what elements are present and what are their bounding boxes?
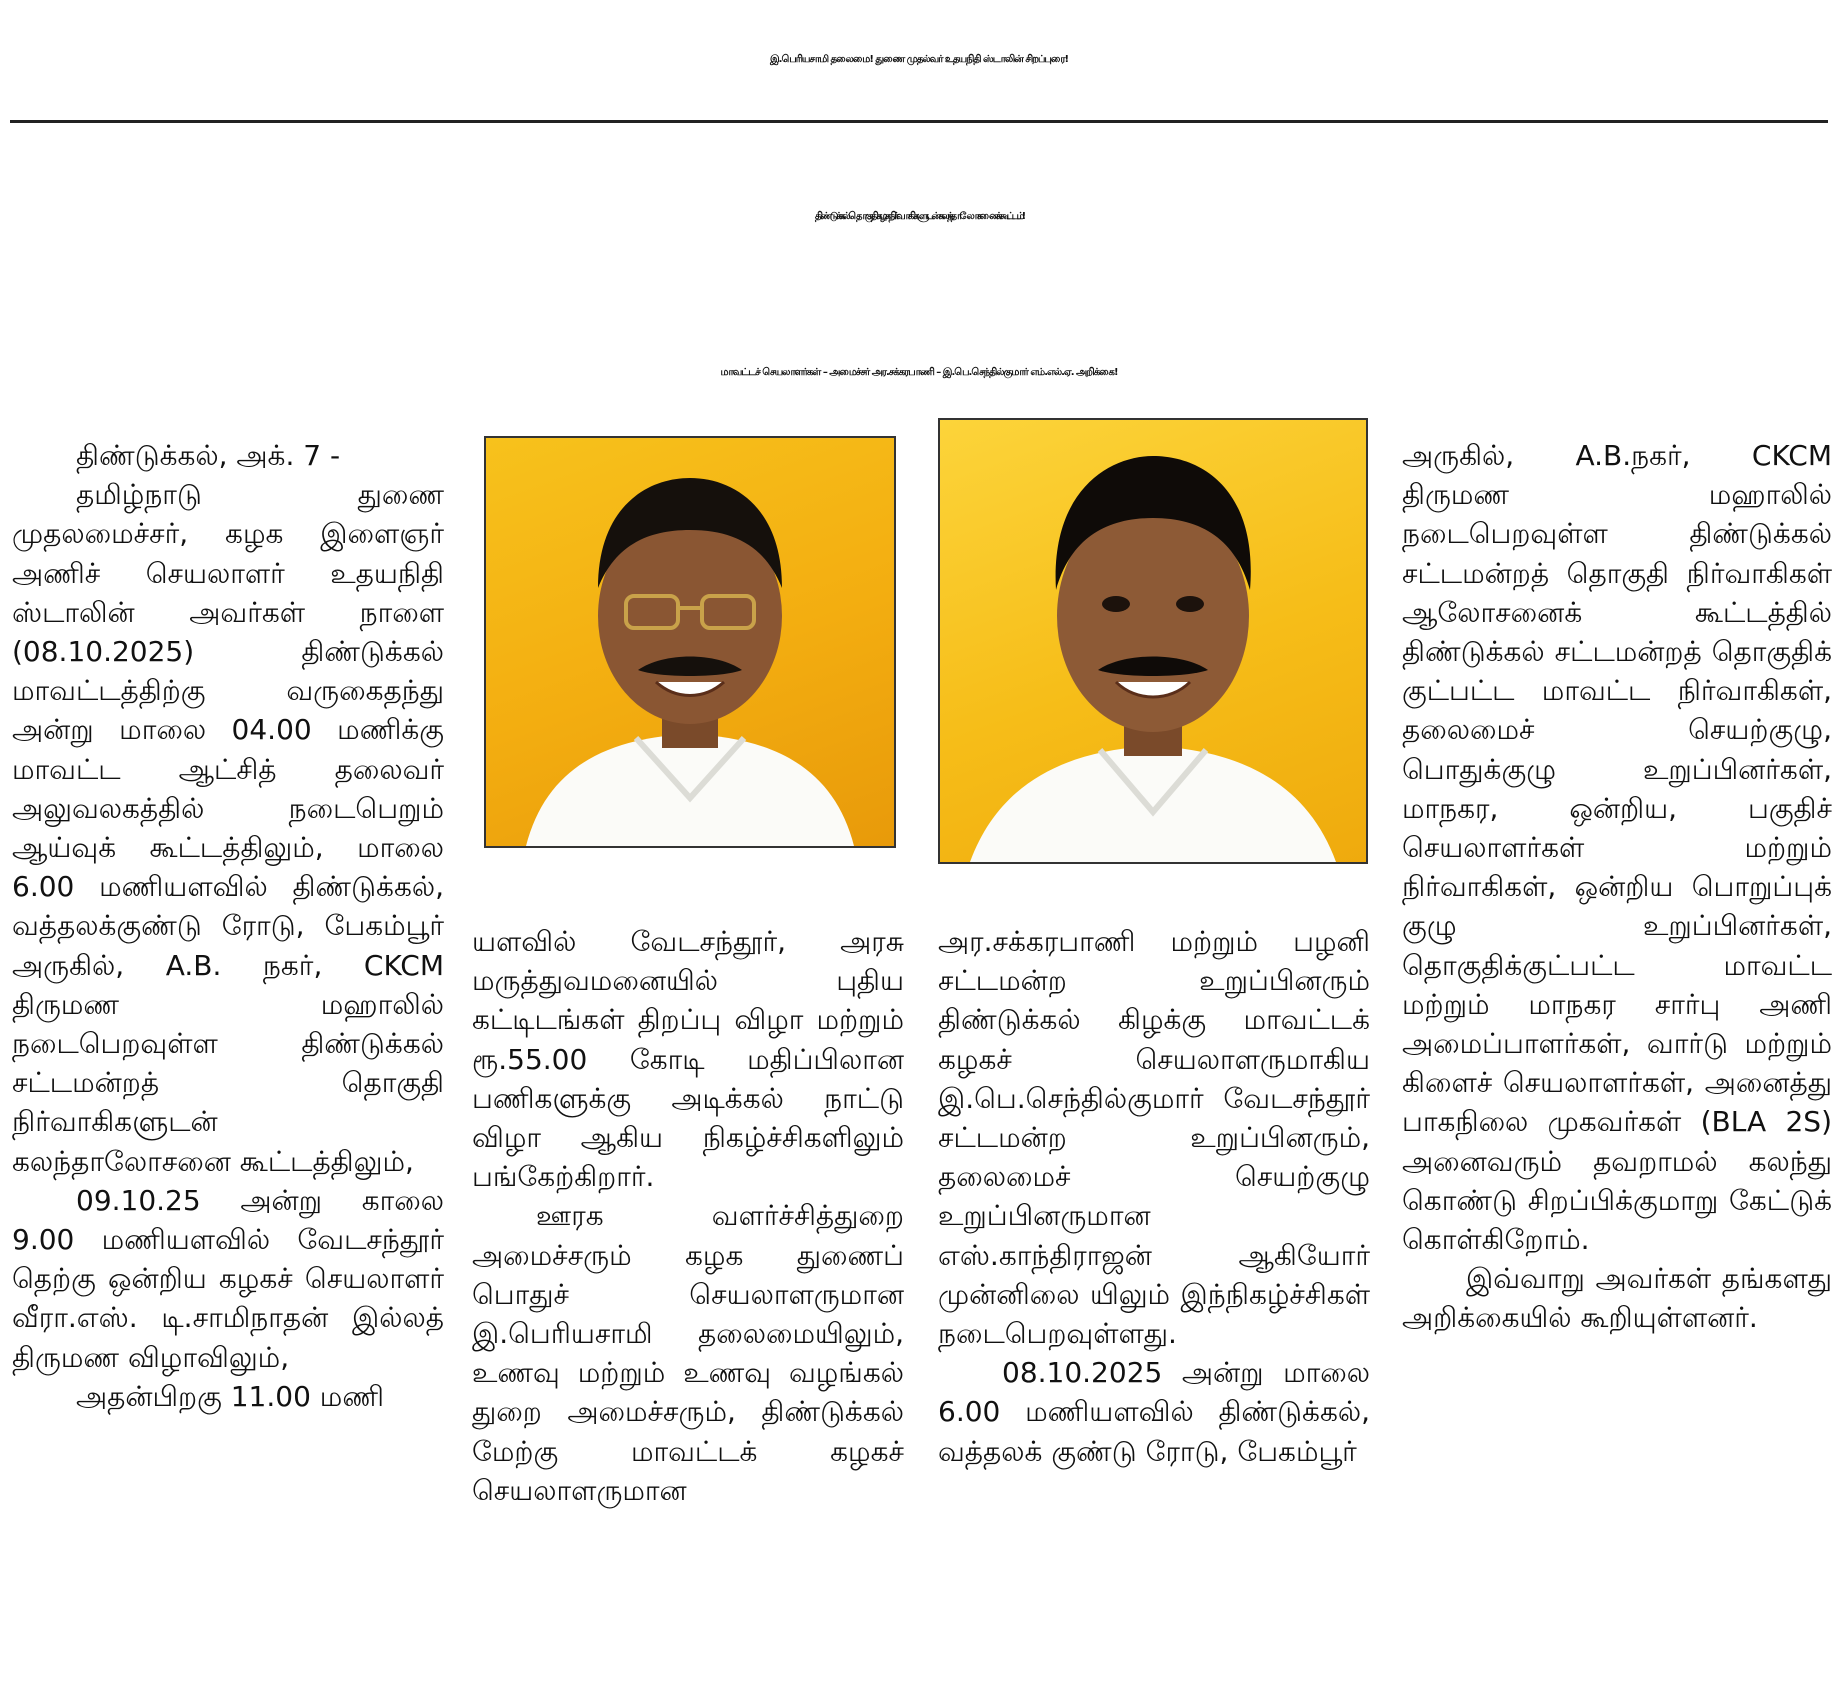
portrait-photo-senthilkumar bbox=[938, 418, 1368, 864]
main-headline: திண்டுக்கல் தொகுதி கழக நிர்வாகிகளுடன் கலந்தாலோசனைக் கூட்டம்! bbox=[814, 211, 1024, 222]
article-column-3 bbox=[938, 922, 1370, 1692]
article-paragraph: தமிழ்நாடு துணை முதலமைச்சர், கழக இளைஞர் அணிச் செயலாளர் உதயநிதி ஸ்டாலின் அவர்கள் நாளை (08.10.2025) திண்டுக்கல் மாவட்டத்திற்கு வருகைதந்து அன்று மாலை 04.00 மணிக்கு மாவட்ட ஆட்சித் தலைவர் அலுவலகத்தில் நடைபெறும் ஆய்வுக் கூட்டத்திலும், மாலை 6.00 மணியளவில் திண்டுக்கல், வத்தலக்குண்டு ரோடு, பேகம்பூர் அருகில், A.B. நகர், CKCM திருமண மஹாலில் நடைபெறவுள்ள திண்டுக்கல் சட்டமன்றத் தொகுதி நிர்வாகிகளுடன் கலந்தாலோசனை கூட்டத்திலும், bbox=[12, 478, 444, 1178]
sub-headline: மாவட்டச் செயலாளர்கள் – அமைச்சர் அர.சக்கரபாணி – இ.பெ.செந்தில்குமார் எம்.எல்.ஏ. அறிக்கை! bbox=[720, 367, 1118, 378]
article-column-2 bbox=[472, 922, 904, 1692]
article-paragraph: அருகில், A.B.நகர், CKCM திருமண மஹாலில் நடைபெறவுள்ள திண்டுக்கல் சட்டமன்றத் தொகுதி நிர்வாகிகள் ஆலோசனைக் கூட்டத்தில் திண்டுக்கல் சட்டமன்றத் தொகுதிக் குட்பட்ட மாவட்ட நிர்வாகிகள், தலைமைச் செயற்குழு, பொதுக்குழு உறுப்பினர்கள், மாநகர, ஒன்றிய, பகுதிச் செயலாளர்கள் மற்றும் நிர்வாகிகள், ஒன்றிய பொறுப்புக் குழு உறுப்பினர்கள், தொகுதிக்குட்பட்ட மாவட்ட மற்றும் மாநகர சார்பு அணி அமைப்பாளர்கள், வார்டு மற்றும் கிளைச் செயலாளர்கள், அனைத்து பாகநிலை முகவர்கள் (BLA 2S) அனைவரும் தவறாமல் கலந்து கொண்டு சிறப்பிக்குமாறு கேட்டுக் கொள்கிறோம். bbox=[1402, 439, 1832, 1257]
article-paragraph: 08.10.2025 அன்று மாலை 6.00 மணியளவில் திண்டுக்கல், வத்தலக் குண்டு ரோடு, பேகம்பூர் bbox=[938, 1356, 1370, 1468]
article-column-4 bbox=[1402, 436, 1832, 1692]
article-paragraph: யளவில் வேடசந்தூர், அரசு மருத்துவமனையில் புதிய கட்டிடங்கள் திறப்பு விழா மற்றும் ரூ.55.00 கோடி மதிப்பிலான பணிகளுக்கு அடிக்கல் நாட்டு விழா ஆகிய நிகழ்ச்சிகளிலும் பங்கேற்கிறார். bbox=[472, 925, 904, 1194]
article-paragraph: அர.சக்கரபாணி மற்றும் பழனி சட்டமன்ற உறுப்பினரும் திண்டுக்கல் கிழக்கு மாவட்டக் கழகச் செயலாளருமாகிய இ.பெ.செந்தில்குமார் வேடசந்தூர் சட்டமன்ற உறுப்பினரும், தலைமைச் செயற்குழு உறுப்பினருமான எஸ்.காந்திராஜன் ஆகியோர் முன்னிலை யிலும் இந்நிகழ்ச்சிகள் நடைபெறவுள்ளது. bbox=[938, 925, 1370, 1351]
dateline: திண்டுக்கல், அக். 7 - bbox=[76, 439, 341, 472]
article-paragraph: அதன்பிறகு 11.00 மணி bbox=[76, 1379, 384, 1413]
article-paragraph: இவ்வாறு அவர்கள் தங்களது அறிக்கையில் கூறியுள்ளனர். bbox=[1402, 1262, 1832, 1335]
article-column-1 bbox=[12, 436, 444, 1692]
article-paragraph: 09.10.25 அன்று காலை 9.00 மணியளவில் வேடசந்தூர் தெற்கு ஒன்றிய கழகச் செயலாளர் வீரா.எஸ். டி.சாமிநாதன் இல்லத் திருமண விழாவிலும், bbox=[12, 1183, 444, 1374]
kicker-divider bbox=[10, 120, 1828, 123]
kicker-headline: இ.பெரியசாமி தலைமை! துணை முதல்வர் உதயநிதி ஸ்டாலின் சிறப்புரை! bbox=[769, 54, 1069, 65]
portrait-illustration bbox=[940, 420, 1366, 862]
portrait-illustration bbox=[486, 438, 894, 846]
portrait-photo-sakkarapani bbox=[484, 436, 896, 848]
article-paragraph: ஊரக வளர்ச்சித்துறை அமைச்சரும் கழக துணைப் பொதுச் செயலாளருமான இ.பெரியசாமி தலைமையிலும், உணவு மற்றும் உணவு வழங்கல் துறை அமைச்சரும், திண்டுக்கல் மேற்கு மாவட்டக் கழகச் செயலாளருமான bbox=[472, 1199, 904, 1507]
